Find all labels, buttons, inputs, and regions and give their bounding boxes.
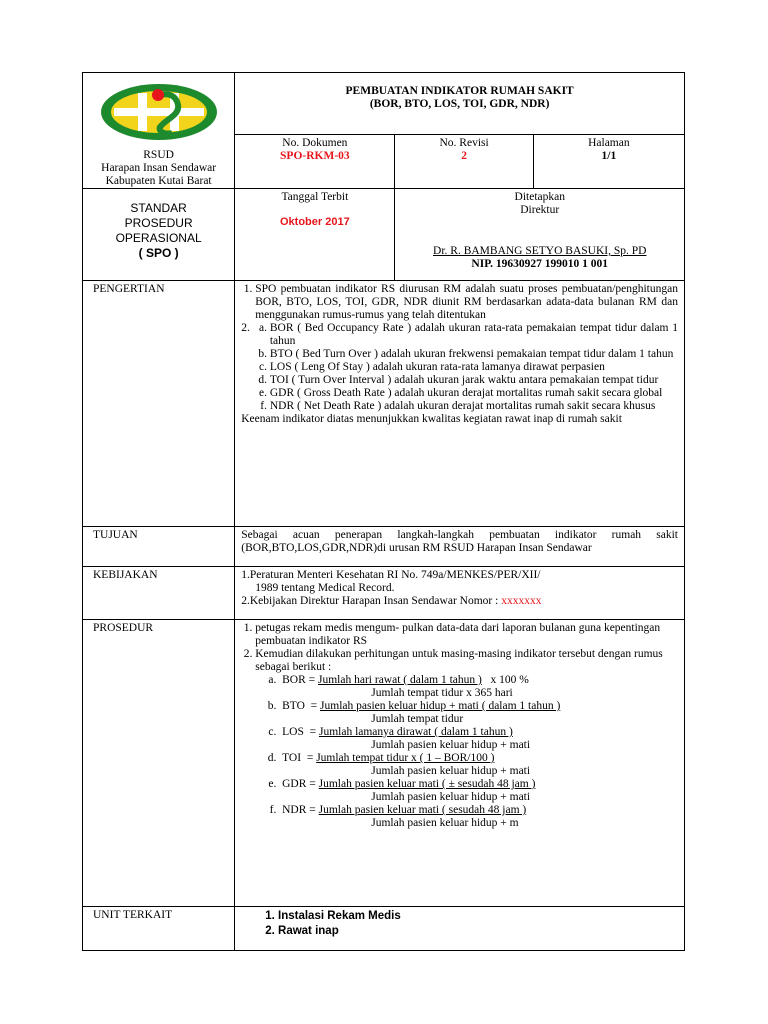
formula-bto-numerator: Jumlah pasien keluar hidup + mati ( dalam 1 tahun ): [320, 700, 561, 712]
halaman-label: Halaman: [588, 136, 630, 149]
tanggal-terbit-value: Oktober 2017: [280, 216, 350, 228]
no-revisi-value: 2: [461, 149, 467, 162]
spo-label-line4: ( SPO ): [138, 246, 179, 260]
formula-bor: a. BOR = Jumlah hari rawat ( dalam 1 tahun ) x 100 % Jumlah tempat tidur x 365 hari: [279, 674, 678, 700]
no-dokumen-label: No. Dokumen: [282, 136, 348, 149]
unit-terkait-label: UNIT TERKAIT: [83, 907, 235, 951]
kebijakan-content: [235, 567, 685, 620]
formula-list: [255, 674, 678, 830]
formula-ndr-denominator: Jumlah pasien keluar hidup + m: [371, 817, 519, 829]
formula-bor-name: BOR: [282, 674, 306, 686]
unit-terkait-list: [241, 909, 678, 939]
formula-toi: d. TOI = Jumlah tempat tidur x ( 1 – BOR/100 ) Jumlah pasien keluar hidup + mati: [279, 752, 678, 778]
formula-gdr-numerator: Jumlah pasien keluar mati ( ± sesudah 48 jam ): [318, 778, 536, 790]
signer-name: Dr. R. BAMBANG SETYO BASUKI, Sp. PD: [433, 245, 647, 257]
spo-label-cell: [83, 189, 235, 281]
kebijakan-number-placeholder: xxxxxxx: [501, 595, 542, 607]
prosedur-content: [235, 620, 685, 907]
pengertian-sub-los: c. LOS ( Leng Of Stay ) adalah ukuran rata-rata lamanya dirawat perpasien: [270, 361, 678, 374]
pengertian-sub-bto: b. BTO ( Bed Turn Over ) adalah ukuran frekwensi pemakaian tempat tidur dalam 1 tahun: [270, 348, 678, 361]
formula-bto: b. BTO = Jumlah pasien keluar hidup + mati ( dalam 1 tahun ) Jumlah tempat tidur: [279, 700, 678, 726]
formula-bor-suffix: x 100 %: [490, 674, 529, 686]
tujuan-label: TUJUAN: [83, 527, 235, 567]
spo-label-line1: STANDAR: [130, 201, 187, 215]
tanggal-terbit-label: Tanggal Terbit: [281, 191, 349, 203]
pengertian-list: [241, 283, 678, 322]
formula-ndr-numerator: Jumlah pasien keluar mati ( sesudah 48 jam ): [318, 804, 527, 816]
pengertian-item-1: 1. SPO pembuatan indikator RS diurusan RM adalah suatu proses pembuatan/penghitungan BOR, BTO, LOS, TOI, GDR, NDR diunit RM berdasarkan adata-data bulanan RM dan menggunakan rumus-rumus yang telah ditentukan: [255, 283, 678, 322]
no-dokumen-value: SPO-RKM-03: [280, 149, 350, 162]
no-dokumen-cell: [235, 134, 395, 188]
pengertian-item-2-number: 2.: [241, 322, 250, 334]
pengertian-sublist: [250, 322, 678, 413]
pengertian-sub-toi: d. TOI ( Turn Over Interval ) adalah ukuran jarak waktu antara pemakaian tempat tidur: [270, 374, 678, 387]
pengertian-content: [235, 281, 685, 527]
prosedur-list: [241, 622, 678, 830]
kebijakan-label: KEBIJAKAN: [83, 567, 235, 620]
formula-ndr: f. NDR = Jumlah pasien keluar mati ( sesudah 48 jam ) Jumlah pasien keluar hidup + m: [279, 804, 678, 830]
spo-label-line2: PROSEDUR: [124, 216, 193, 230]
kebijakan-line2-text: 2.Kebijakan Direktur Harapan Insan Sendawar Nomor :: [241, 595, 502, 607]
direktur-label: Direktur: [520, 204, 560, 216]
formula-los-denominator: Jumlah pasien keluar hidup + mati: [371, 739, 531, 751]
prosedur-item-1: 1. petugas rekam medis mengum- pulkan data-data dari laporan bulanan guna kepentingan pembuatan indikator RS: [255, 622, 678, 648]
kebijakan-line1b: 1989 tentang Medical Record.: [255, 582, 395, 594]
pengertian-sub-gdr: e. GDR ( Gross Death Rate ) adalah ukuran derajat mortalitas rumah sakit secara global: [270, 387, 678, 400]
signer-nip: NIP. 19630927 199010 1 001: [471, 258, 609, 270]
pengertian-item-2: [241, 322, 678, 413]
no-revisi-label: No. Revisi: [439, 136, 489, 149]
formula-los-name: LOS: [282, 726, 304, 738]
formula-los: c. LOS = Jumlah lamanya dirawat ( dalam 1 tahun ) Jumlah pasien keluar hidup + mati: [279, 726, 678, 752]
org-name-line2: Harapan Insan Sendawar: [101, 162, 217, 174]
tujuan-text: Sebagai acuan penerapan langkah-langkah pembuatan indikator rumah sakit (BOR,BTO,LOS,GDR,NDR)di urusan RM RSUD Harapan Insan Sendawar: [235, 527, 685, 567]
formula-ndr-name: NDR: [282, 804, 307, 816]
formula-gdr-denominator: Jumlah pasien keluar hidup + mati: [371, 791, 531, 803]
unit-terkait-item-rekam-medis: 1. Instalasi Rekam Medis: [265, 910, 401, 922]
no-revisi-cell: [395, 134, 533, 188]
formula-bto-name: BTO: [282, 700, 305, 712]
halaman-cell: [533, 134, 684, 188]
formula-gdr-name: GDR: [282, 778, 307, 790]
prosedur-item-2: [255, 648, 678, 830]
prosedur-item-2-text: 2. Kemudian dilakukan perhitungan untuk masing-masing indikator tersebut dengan rumus sebagai berikut :: [255, 648, 663, 673]
org-name-line3: Kabupaten Kutai Barat: [105, 175, 212, 187]
pengertian-sub-ndr: f. NDR ( Net Death Rate ) adalah ukuran derajat mortalitas rumah sakit secara khusus: [270, 400, 678, 413]
formula-bor-numerator: Jumlah hari rawat ( dalam 1 tahun ): [318, 674, 482, 686]
unit-terkait-content: [235, 907, 685, 951]
spo-label-line3: OPERASIONAL: [115, 231, 202, 245]
kebijakan-line2: [241, 595, 678, 608]
spo-table: [82, 72, 685, 951]
document-subtitle: (BOR, BTO, LOS, TOI, GDR, NDR): [369, 98, 550, 110]
document-title: PEMBUATAN INDIKATOR RUMAH SAKIT: [345, 85, 574, 97]
kebijakan-line1: 1.Peraturan Menteri Kesehatan RI No. 749a/MENKES/PER/XII/: [241, 569, 541, 581]
formula-bor-denominator: Jumlah tempat tidur x 365 hari: [371, 687, 513, 699]
formula-los-numerator: Jumlah lamanya dirawat ( dalam 1 tahun ): [318, 726, 513, 738]
pengertian-closing: Keenam indikator diatas menunjukkan kwalitas kegiatan rawat inap di rumah sakit: [241, 413, 622, 425]
hospital-identity-cell: [83, 73, 235, 189]
formula-gdr: e. GDR = Jumlah pasien keluar mati ( ± sesudah 48 jam ) Jumlah pasien keluar hidup + mati: [279, 778, 678, 804]
pengertian-sub-bor: a. BOR ( Bed Occupancy Rate ) adalah ukuran rata-rata pemakaian tempat tidur dalam 1 tahun: [270, 322, 678, 348]
document-title-cell: [235, 73, 685, 135]
formula-toi-name: TOI: [282, 752, 302, 764]
spo-document: [82, 72, 685, 944]
ditetapkan-label: Ditetapkan: [514, 191, 565, 203]
rsud-logo-icon: [83, 79, 234, 145]
formula-toi-denominator: Jumlah pasien keluar hidup + mati: [371, 765, 531, 777]
prosedur-label: PROSEDUR: [83, 620, 235, 907]
unit-terkait-item-rawat-inap: 2. Rawat inap: [265, 925, 339, 937]
tanggal-terbit-cell: [235, 189, 395, 281]
org-name: RSUD: [143, 149, 174, 161]
halaman-value: 1/1: [601, 149, 617, 162]
formula-bto-denominator: Jumlah tempat tidur: [371, 713, 464, 725]
pengertian-label: PENGERTIAN: [83, 281, 235, 527]
formula-toi-numerator: Jumlah tempat tidur x ( 1 – BOR/100 ): [316, 752, 495, 764]
ditetapkan-cell: [395, 189, 685, 281]
